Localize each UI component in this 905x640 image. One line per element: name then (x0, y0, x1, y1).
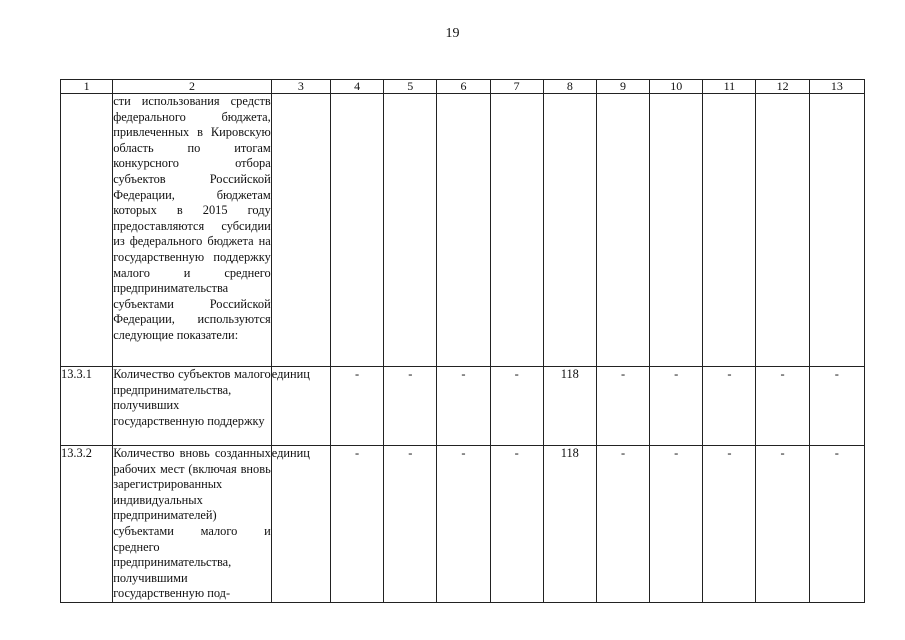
value-cell: - (596, 367, 649, 446)
table-cell (437, 94, 490, 367)
table-cell (384, 94, 437, 367)
table-cell (596, 94, 649, 367)
page-number: 19 (445, 26, 460, 41)
column-header: 1 (61, 80, 113, 94)
value-cell: - (756, 367, 809, 446)
value-cell: - (703, 367, 756, 446)
table-cell (756, 94, 809, 367)
value-cell: - (703, 446, 756, 603)
header-row (61, 80, 865, 94)
value-cell: - (330, 446, 383, 603)
table-row (61, 367, 865, 446)
value-cell: - (650, 446, 703, 603)
value-cell: - (809, 367, 864, 446)
value-cell: - (437, 367, 490, 446)
value-cell: - (384, 367, 437, 446)
column-header: 13 (809, 80, 864, 94)
column-header: 9 (596, 80, 649, 94)
value-cell: - (756, 446, 809, 603)
row-number: 13.3.2 (61, 446, 113, 603)
value-cell: 118 (543, 367, 596, 446)
column-header: 5 (384, 80, 437, 94)
continuation-text-cell (113, 94, 272, 367)
column-header: 2 (113, 80, 272, 94)
table-cell (490, 94, 543, 367)
table-cell (809, 94, 864, 367)
value-cell: 118 (543, 446, 596, 603)
column-header: 4 (330, 80, 383, 94)
value-cell: - (596, 446, 649, 603)
value-cell: - (490, 446, 543, 603)
continuation-row (61, 94, 865, 367)
table-cell (650, 94, 703, 367)
value-cell: - (490, 367, 543, 446)
continuation-text: сти использования средств федерального бюджета, привлеченных в Кировскую область по итогам конкурсного отбора субъектов Российской Федерации, бюджетам которых в 2015 году предоставляются субсидии из федерального бюджета на государственную поддержку малого и среднего предпринимательства субъектами Российской Федерации, используются следующие показатели: (113, 94, 271, 342)
value-cell: - (650, 367, 703, 446)
table-cell (703, 94, 756, 367)
column-header: 6 (437, 80, 490, 94)
column-header: 7 (490, 80, 543, 94)
table-cell (330, 94, 383, 367)
column-header: 8 (543, 80, 596, 94)
column-header: 10 (650, 80, 703, 94)
value-cell: - (384, 446, 437, 603)
indicators-table (60, 79, 865, 603)
table-row (61, 446, 865, 603)
unit-cell: единиц (271, 367, 330, 446)
value-cell: - (330, 367, 383, 446)
indicator-name: Количество субъектов малого предпринимательства, получивших государственную поддержку (113, 367, 272, 446)
value-cell: - (437, 446, 490, 603)
column-header: 12 (756, 80, 809, 94)
column-header: 11 (703, 80, 756, 94)
row-number: 13.3.1 (61, 367, 113, 446)
table-cell (271, 94, 330, 367)
table-cell (61, 94, 113, 367)
value-cell: - (809, 446, 864, 603)
unit-cell: единиц (271, 446, 330, 603)
table-cell (543, 94, 596, 367)
indicator-name: Количество вновь созданных рабочих мест (включая вновь зарегистрированных индивидуальных предпринимателей) субъектами малого и среднего предпринимательства, получившими государственную под- (113, 446, 272, 603)
column-header: 3 (271, 80, 330, 94)
